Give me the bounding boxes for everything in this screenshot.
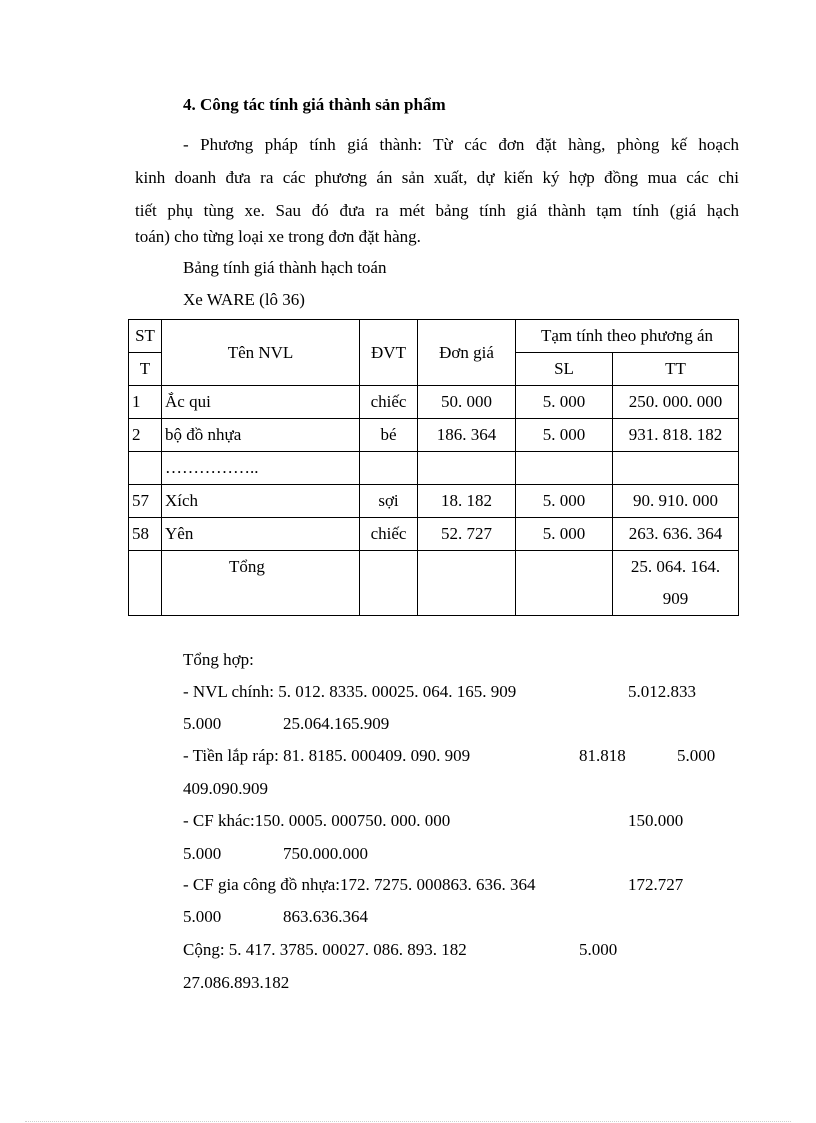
cell-unit: chiếc bbox=[360, 386, 418, 419]
cell-qty: 5. 000 bbox=[516, 518, 613, 551]
cell-stt: 58 bbox=[129, 518, 162, 551]
summary-lap-qty: 5.000 bbox=[677, 746, 716, 765]
cell-qty bbox=[516, 551, 613, 616]
summary-cong-text: Cộng: 5. 417. 3785. 00027. 086. 893. 182 bbox=[183, 940, 467, 959]
cell-stt: 57 bbox=[129, 485, 162, 518]
summary-lap-text: - Tiền lắp ráp: 81. 8185. 000409. 090. 909 bbox=[183, 746, 471, 765]
header-stt-top: ST bbox=[129, 320, 162, 353]
table-row bbox=[129, 518, 739, 551]
cell-qty bbox=[516, 452, 613, 485]
cell-total: 250. 000. 000 bbox=[613, 386, 739, 419]
table-header-row bbox=[129, 320, 739, 353]
cell-price bbox=[418, 551, 516, 616]
cell-price: 52. 727 bbox=[418, 518, 516, 551]
cell-unit: chiếc bbox=[360, 518, 418, 551]
paragraph-line: toán) cho từng loại xe trong đơn đặt hàng. bbox=[135, 227, 421, 246]
cell-total: 90. 910. 000 bbox=[613, 485, 739, 518]
summary-nvl-total: 25.064.165.909 bbox=[283, 714, 390, 733]
cell-name: bộ đồ nhựa bbox=[162, 419, 360, 452]
header-qty: SL bbox=[516, 353, 613, 386]
section-heading: 4. Công tác tính giá thành sản phẩm bbox=[183, 95, 446, 114]
summary-cf-total: 750.000.000 bbox=[283, 844, 368, 863]
cell-price: 18. 182 bbox=[418, 485, 516, 518]
cell-name: …………….. bbox=[162, 452, 360, 485]
cell-unit bbox=[360, 452, 418, 485]
cell-total: 931. 818. 182 bbox=[613, 419, 739, 452]
total-value-line: 25. 064. 164. bbox=[630, 557, 721, 576]
summary-cf-qty: 5.000 bbox=[183, 844, 222, 863]
cell-qty: 5. 000 bbox=[516, 485, 613, 518]
cell-total bbox=[613, 452, 739, 485]
summary-nvl-qty: 5.000 bbox=[183, 714, 222, 733]
total-value-line: 909 bbox=[662, 589, 689, 608]
cell-stt: 1 bbox=[129, 386, 162, 419]
table-subcaption: Xe WARE (lô 36) bbox=[183, 290, 305, 309]
table-caption: Bảng tính giá thành hạch toán bbox=[183, 258, 387, 277]
cell-stt bbox=[129, 551, 162, 616]
cell-qty: 5. 000 bbox=[516, 419, 613, 452]
table-row bbox=[129, 452, 739, 485]
header-name: Tên NVL bbox=[162, 320, 360, 386]
summary-nvl-price: 5.012.833 bbox=[628, 682, 696, 701]
summary-lap-price: 81.818 bbox=[579, 746, 626, 765]
paragraph-line: tiết phụ tùng xe. Sau đó đưa ra mét bảng tính giá thành tạm tính (giá hạch bbox=[135, 201, 739, 220]
summary-gc-total: 863.636.364 bbox=[283, 907, 368, 926]
cell-name: Xích bbox=[162, 485, 360, 518]
cell-qty: 5. 000 bbox=[516, 386, 613, 419]
summary-cf-price: 150.000 bbox=[628, 811, 684, 830]
cell-price: 186. 364 bbox=[418, 419, 516, 452]
summary-lap-total: 409.090.909 bbox=[183, 779, 268, 798]
table-row bbox=[129, 386, 739, 419]
cell-unit: sợi bbox=[360, 485, 418, 518]
cost-table bbox=[128, 319, 739, 616]
paragraph-line: - Phương pháp tính giá thành: Từ các đơn đặt hàng, phòng kế hoạch bbox=[183, 135, 739, 154]
total-value bbox=[613, 551, 739, 616]
page-bottom-rule bbox=[25, 1121, 791, 1122]
header-unit: ĐVT bbox=[360, 320, 418, 386]
header-price: Đơn giá bbox=[418, 320, 516, 386]
summary-cong-total: 27.086.893.182 bbox=[183, 973, 290, 992]
header-estimate-group: Tạm tính theo phương án bbox=[516, 320, 739, 353]
summary-cf-text: - CF khác:150. 0005. 000750. 000. 000 bbox=[183, 811, 451, 830]
cell-price bbox=[418, 452, 516, 485]
cell-total: 263. 636. 364 bbox=[613, 518, 739, 551]
method-paragraph bbox=[135, 128, 739, 227]
summary-gc-price: 172.727 bbox=[628, 875, 684, 894]
header-stt-bottom: T bbox=[129, 353, 162, 386]
cell-name: Yên bbox=[162, 518, 360, 551]
cell-stt bbox=[129, 452, 162, 485]
cell-name: Ắc qui bbox=[162, 386, 360, 419]
table-total-row bbox=[129, 551, 739, 616]
cell-unit: bé bbox=[360, 419, 418, 452]
table-row bbox=[129, 485, 739, 518]
summary-nvl-text: - NVL chính: 5. 012. 8335. 00025. 064. 165. 909 bbox=[183, 682, 517, 701]
summary-cong-qty: 5.000 bbox=[579, 940, 618, 959]
header-total: TT bbox=[613, 353, 739, 386]
paragraph-line: kinh doanh đưa ra các phương án sản xuất, dự kiến ký hợp đồng mua các chi bbox=[135, 168, 739, 187]
summary-gc-qty: 5.000 bbox=[183, 907, 222, 926]
cell-stt: 2 bbox=[129, 419, 162, 452]
summary-gc-text: - CF gia công đồ nhựa:172. 7275. 000863. 636. 364 bbox=[183, 875, 536, 894]
total-label: Tổng bbox=[162, 551, 360, 616]
cell-unit bbox=[360, 551, 418, 616]
cell-price: 50. 000 bbox=[418, 386, 516, 419]
summary-title: Tổng hợp: bbox=[183, 650, 254, 669]
table-row bbox=[129, 419, 739, 452]
